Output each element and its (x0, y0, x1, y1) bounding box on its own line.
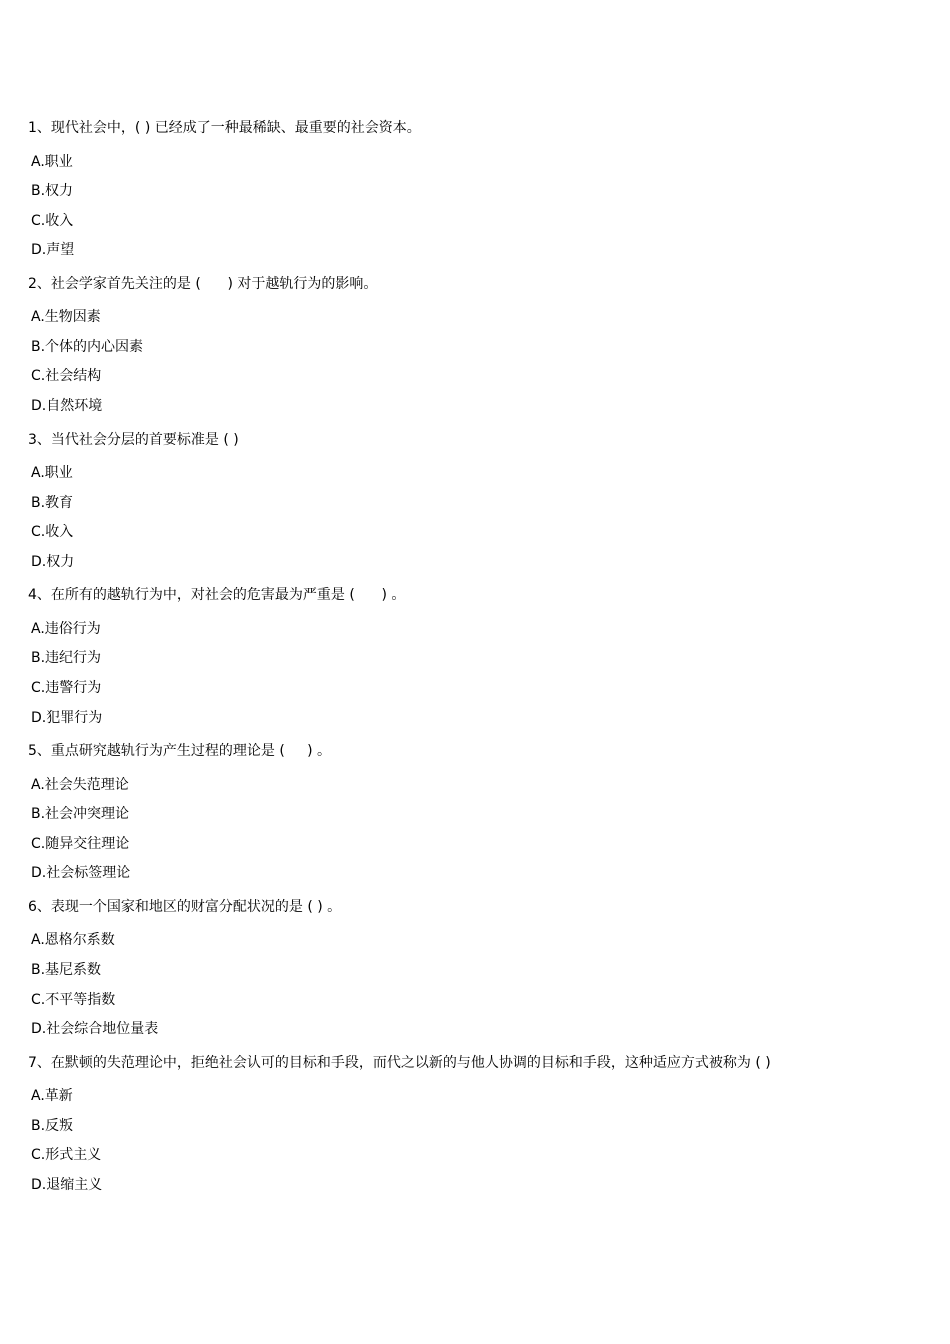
option-b: B.社会冲突理论 (31, 806, 130, 823)
option-b: B.基尼系数 (31, 962, 102, 978)
question-list (28, 118, 928, 1208)
question-stem: 7、在默顿的失范理论中，拒绝社会认可的目标和手段，而代之以新的与他人协调的目标和手段，这种适应方式被称为 ( ) (28, 1054, 771, 1071)
option-c: C.收入 (31, 524, 74, 541)
option-a: A.职业 (31, 153, 73, 170)
option-d: D.社会标签理论 (31, 865, 131, 882)
option-d: D.退缩主义 (31, 1176, 103, 1193)
question-7 (28, 1053, 928, 1195)
question-stem: 3、当代社会分层的首要标准是 ( ) (28, 431, 239, 448)
option-b: B.教育 (31, 494, 74, 511)
option-c: C.收入 (31, 212, 74, 229)
option-c: C.违警行为 (31, 680, 102, 697)
option-c: C.不平等指数 (31, 991, 116, 1008)
option-a: A.恩格尔系数 (31, 932, 115, 949)
option-b: B.违纪行为 (31, 650, 102, 667)
option-b: B.权力 (31, 183, 74, 200)
option-c: C.随异交往理论 (31, 835, 130, 852)
option-d: D.自然环境 (31, 398, 103, 415)
option-a: A.违俗行为 (31, 620, 101, 637)
option-d: D.权力 (31, 553, 75, 570)
question-2 (28, 274, 928, 416)
option-d: D.社会综合地位量表 (31, 1021, 159, 1038)
option-a: A.革新 (31, 1088, 73, 1105)
question-stem: 2、社会学家首先关注的是 ( ) 对于越轨行为的影响。 (28, 275, 378, 292)
option-d: D.声望 (31, 242, 75, 259)
option-a: A.职业 (31, 465, 73, 482)
option-a: A.生物因素 (31, 309, 101, 326)
option-c: C.形式主义 (31, 1147, 102, 1164)
question-stem: 5、重点研究越轨行为产生过程的理论是 ( ) 。 (28, 743, 331, 760)
option-b: B.反叛 (31, 1117, 74, 1134)
question-1 (28, 118, 928, 260)
option-b: B.个体的内心因素 (31, 338, 144, 355)
question-6 (28, 897, 928, 1039)
question-5 (28, 741, 928, 883)
question-3 (28, 430, 928, 572)
option-a: A.社会失范理论 (31, 776, 129, 793)
question-4 (28, 585, 928, 727)
option-c: C.社会结构 (31, 368, 102, 385)
question-stem: 6、表现一个国家和地区的财富分配状况的是 ( ) 。 (28, 898, 342, 915)
question-stem: 1、现代社会中，( ) 已经成了一种最稀缺、最重要的社会资本。 (28, 120, 421, 136)
question-stem: 4、在所有的越轨行为中，对社会的危害最为严重是 ( ) 。 (28, 587, 406, 604)
option-d: D.犯罪行为 (31, 709, 103, 726)
